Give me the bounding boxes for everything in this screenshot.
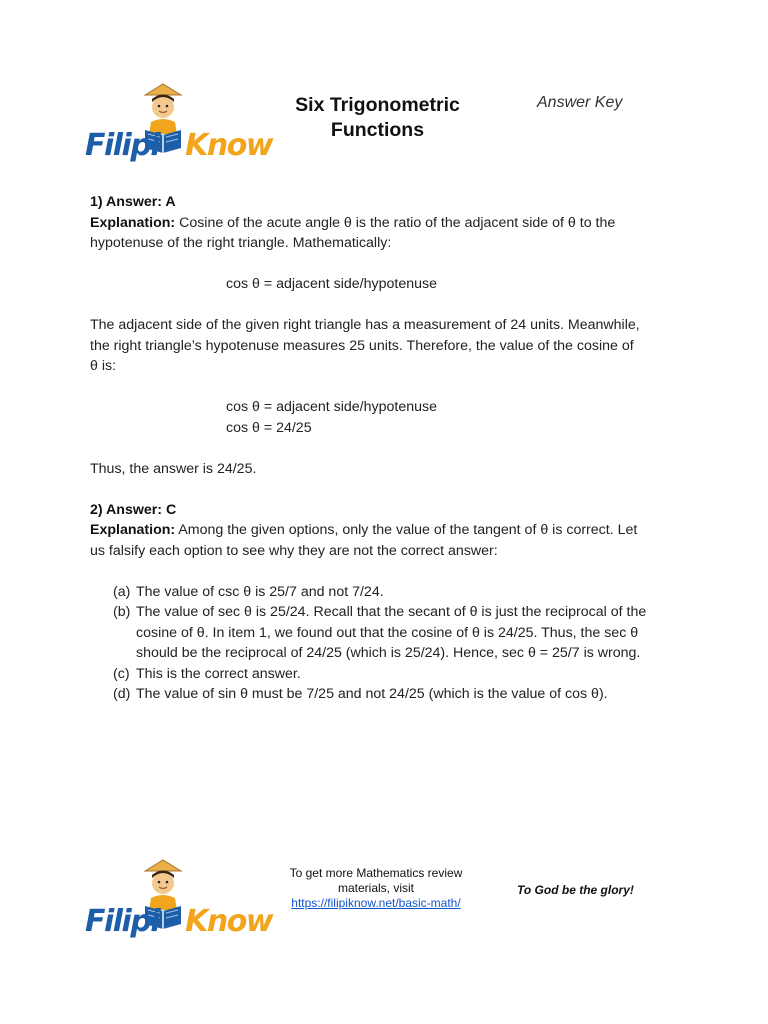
option-c-line-1: This is the correct answer.	[136, 665, 301, 682]
option-b-line-3: should be the reciprocal of 24/25 (which is 25/24). Hence, sec θ = 25/7 is wrong.	[136, 645, 641, 661]
q1-formula-1: cos θ = adjacent side/hypotenuse	[226, 276, 437, 292]
option-b-label: (b)	[113, 604, 131, 620]
q2-heading: 2) Answer: C	[90, 501, 177, 518]
footer-link[interactable]: https://filipiknow.net/basic-math/	[291, 896, 461, 910]
q2-explanation	[90, 520, 690, 541]
footer-logo-text-filipi: Filipi	[85, 904, 160, 939]
q1-paragraph-line-3: θ is:	[90, 358, 117, 374]
q1-paragraph-line-2: the right triangle’s hypotenuse measures 25 units. Therefore, the value of the cosine of	[90, 337, 634, 354]
footer-review-note	[276, 866, 476, 911]
title-line-1: Six Trigonometric	[295, 94, 460, 116]
option-a	[90, 582, 690, 603]
title-line-2: Functions	[330, 119, 425, 141]
option-d-line-1: The value of sin θ must be 7/25 and not 24/25 (which is the value of cos θ).	[136, 686, 608, 702]
q1-explanation	[90, 213, 690, 234]
option-b-line-1: The value of sec θ is 25/24. Recall that the secant of θ is just the reciprocal of the	[136, 604, 647, 620]
q2-explanation-line-2: us falsify each option to see why they are not the correct answer:	[90, 542, 498, 559]
logo-wordmark	[85, 126, 272, 166]
q1-explanation-label: Explanation:	[90, 214, 176, 231]
option-a-line-1: The value of csc θ is 25/7 and not 7/24.	[136, 583, 384, 600]
logo-text-know: Know	[185, 128, 273, 163]
option-b	[90, 602, 690, 664]
option-b-line-2: cosine of θ. In item 1, we found out that the cosine of θ is 24/25. Thus, the sec θ	[136, 624, 639, 641]
q2-explanation-label: Explanation:	[90, 522, 176, 538]
document-title	[270, 93, 485, 143]
answer-key-label: Answer Key	[537, 94, 623, 111]
q2-explanation-text: Among the given options, only the value of the tangent of θ is correct. Let	[175, 522, 638, 538]
footer-line-2: materials, visit	[337, 881, 414, 895]
q1-formula-2: cos θ = adjacent side/hypotenuse	[226, 399, 437, 415]
q1-paragraph-line-1: The adjacent side of the given right triangle has a measurement of 24 units. Meanwhile,	[90, 317, 640, 333]
q1-explanation-line-2: hypotenuse of the right triangle. Mathematically:	[90, 235, 392, 251]
option-d	[90, 684, 690, 705]
q1-formula-3: cos θ = 24/25	[226, 419, 312, 436]
q1-conclusion: Thus, the answer is 24/25.	[90, 460, 257, 477]
option-d-label: (d)	[113, 686, 131, 702]
footer-motto: To God be the glory!	[517, 883, 634, 897]
logo-text-filipi: Filipi	[85, 128, 160, 163]
footer-logo-text-know: Know	[185, 904, 273, 939]
footer-filipiknow-logo	[85, 858, 273, 950]
option-c	[90, 664, 690, 685]
option-c-label: (c)	[113, 665, 130, 682]
q1-heading: 1) Answer: A	[90, 194, 176, 210]
q1-explanation-text: Cosine of the acute angle θ is the ratio of the adjacent side of θ to the	[175, 214, 616, 231]
filipiknow-logo	[85, 82, 273, 174]
option-a-label: (a)	[113, 583, 131, 600]
answer-content	[90, 192, 690, 705]
footer-logo-wordmark	[85, 902, 272, 942]
footer-line-1: To get more Mathematics review	[289, 866, 463, 880]
